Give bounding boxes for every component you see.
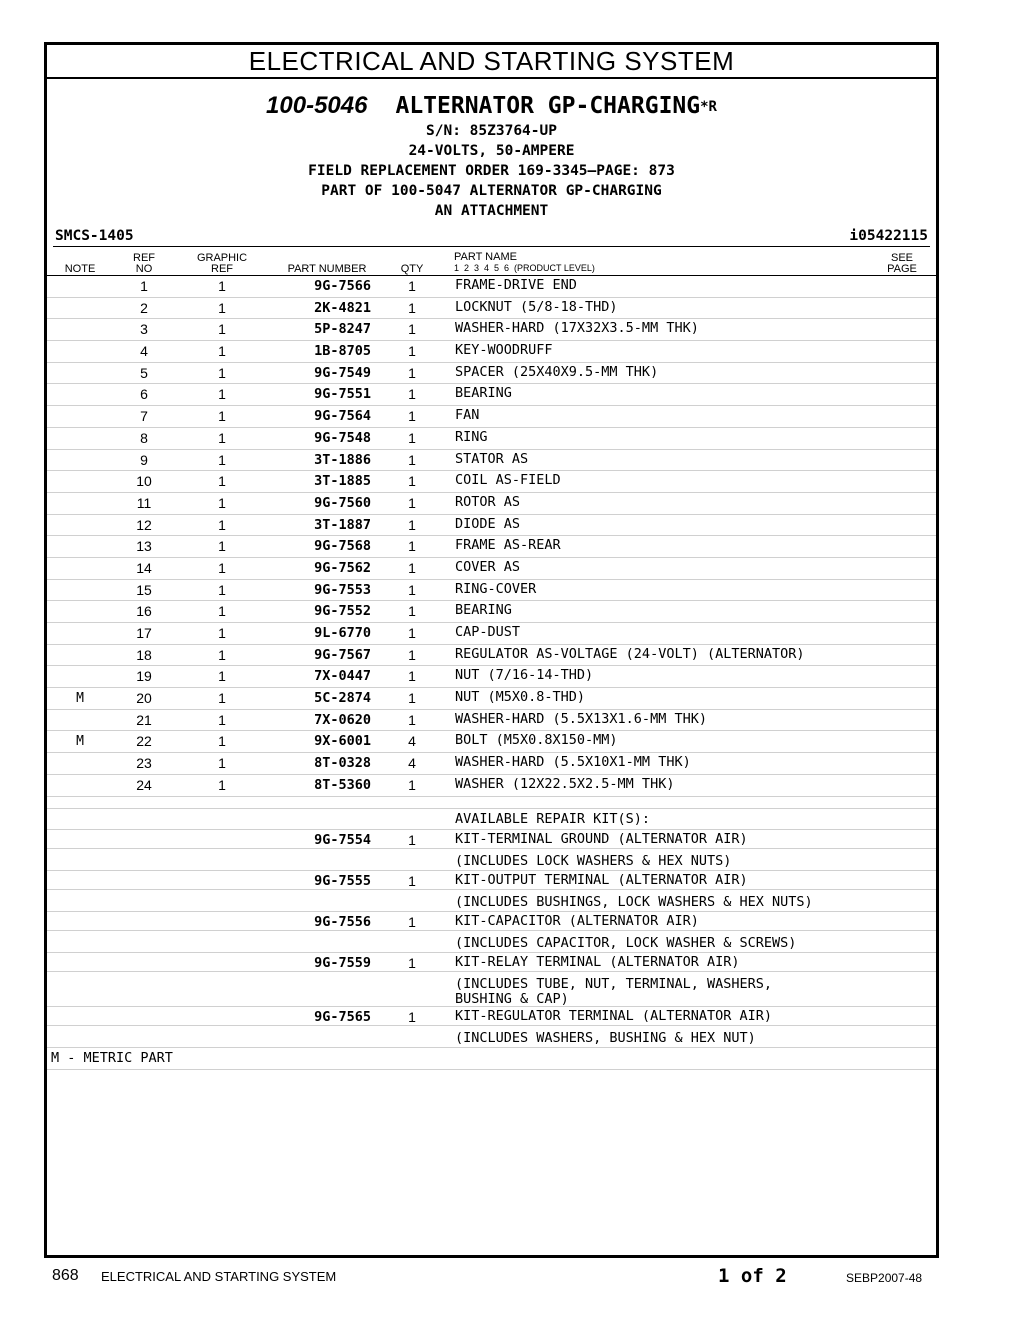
- parts-page-frame: [44, 42, 939, 1258]
- serial-range: S/N: 85Z3764-UP: [426, 123, 557, 139]
- col-note: NOTE: [64, 263, 96, 275]
- part-number-cell: 5C-2874: [314, 690, 371, 707]
- ref-no-cell: 3: [140, 321, 148, 338]
- qty-cell: 1: [408, 776, 416, 793]
- footer-page-number: 868: [52, 1267, 79, 1284]
- footer-section: ELECTRICAL AND STARTING SYSTEM: [101, 1269, 337, 1284]
- ref-no-cell: 12: [136, 516, 152, 533]
- table-row: [47, 753, 936, 775]
- smcs-code: SMCS-1405: [55, 228, 134, 244]
- part-name-cell: STATOR AS: [455, 450, 529, 467]
- qty-cell: 1: [408, 538, 416, 555]
- table-row: [47, 710, 936, 732]
- ref-no-cell: 19: [136, 668, 152, 685]
- kit-includes-row: [47, 849, 936, 871]
- qty-cell: 1: [408, 711, 416, 728]
- graphic-ref-cell: 1: [218, 451, 226, 468]
- attachment-note: AN ATTACHMENT: [434, 203, 549, 219]
- part-name-cell: LOCKNUT (5/8-18-THD): [455, 298, 618, 315]
- part-name-cell: NUT (7/16-14-THD): [455, 667, 594, 684]
- kit-name-cell: KIT-RELAY TERMINAL (ALTERNATOR AIR): [455, 953, 740, 970]
- graphic-ref-cell: 1: [218, 278, 226, 294]
- part-name-cell: FRAME-DRIVE END: [455, 277, 577, 293]
- group-number: 100-5046: [266, 92, 368, 119]
- kit-row: [47, 912, 936, 931]
- kit-part-number-cell: 9G-7556: [314, 913, 371, 930]
- graphic-ref-cell: 1: [218, 343, 226, 360]
- ref-no-cell: 7: [140, 408, 148, 425]
- col-part-number: PART NUMBER: [287, 263, 367, 275]
- section-title: ELECTRICAL AND STARTING SYSTEM: [47, 45, 936, 79]
- part-name-cell: NUT (M5X0.8-THD): [455, 689, 586, 706]
- note-cell: M: [76, 691, 84, 707]
- part-number-cell: 9G-7568: [314, 538, 371, 555]
- part-name-cell: BEARING: [455, 385, 512, 402]
- footnote-row: [47, 1048, 936, 1070]
- table-row: [47, 363, 936, 385]
- table-row: [47, 298, 936, 320]
- part-number-cell: 9G-7560: [314, 494, 371, 511]
- group-header: [47, 91, 936, 221]
- table-row: [47, 580, 936, 602]
- graphic-ref-cell: 1: [218, 429, 226, 446]
- ref-no-cell: 18: [136, 646, 152, 663]
- kit-includes-cell: (INCLUDES LOCK WASHERS & HEX NUTS): [455, 852, 732, 869]
- part-name-cell: DIODE AS: [455, 515, 521, 532]
- table-row: [47, 276, 936, 298]
- graphic-ref-cell: 1: [218, 668, 226, 685]
- col-graphic-ref-1: GRAPHIC: [196, 252, 248, 264]
- qty-cell: 1: [408, 343, 416, 360]
- col-see-page-1: SEE: [890, 252, 913, 264]
- kit-qty-cell: 1: [408, 872, 416, 889]
- qty-cell: 1: [408, 690, 416, 707]
- ref-no-cell: 10: [136, 473, 152, 490]
- part-number-cell: 9X-6001: [314, 733, 371, 750]
- part-name-cell: CAP-DUST: [455, 624, 521, 640]
- graphic-ref-cell: 1: [218, 755, 226, 772]
- table-row: [47, 731, 936, 753]
- qty-cell: 4: [408, 733, 416, 750]
- part-name-cell: WASHER (12X22.5X2.5-MM THK): [455, 775, 675, 792]
- part-number-cell: 9G-7567: [314, 646, 371, 663]
- table-row: [47, 493, 936, 515]
- footer-document: SEBP2007-48: [846, 1271, 923, 1285]
- kit-qty-cell: 1: [408, 913, 416, 930]
- qty-cell: 1: [408, 278, 416, 294]
- part-of: PART OF 100-5047 ALTERNATOR GP-CHARGING: [321, 183, 662, 199]
- col-ref-no-2: NO: [135, 263, 153, 275]
- col-ref-no-1: REF: [133, 252, 155, 264]
- part-number-cell: 7X-0447: [314, 668, 371, 685]
- part-name-cell: RING-COVER: [455, 580, 537, 597]
- kit-name-cell: KIT-OUTPUT TERMINAL (ALTERNATOR AIR): [455, 871, 748, 888]
- part-name-cell: ROTOR AS: [455, 493, 521, 510]
- graphic-ref-cell: 1: [218, 776, 226, 793]
- note-cell: M: [76, 734, 84, 750]
- part-number-cell: 9G-7564: [314, 408, 371, 425]
- graphic-ref-cell: 1: [218, 733, 226, 750]
- part-name-cell: WASHER-HARD (17X32X3.5-MM THK): [455, 320, 699, 337]
- table-row: [47, 623, 936, 645]
- ref-no-cell: 1: [140, 278, 148, 294]
- part-name-cell: COVER AS: [455, 558, 521, 575]
- table-row: [47, 536, 936, 558]
- part-number-cell: 9G-7566: [314, 278, 371, 294]
- kit-includes-cell: (INCLUDES BUSHINGS, LOCK WASHERS & HEX NUTS): [455, 893, 813, 910]
- ref-no-cell: 21: [136, 711, 152, 728]
- qty-cell: 1: [408, 668, 416, 685]
- graphic-ref-cell: 1: [218, 538, 226, 555]
- qty-cell: 1: [408, 321, 416, 338]
- part-number-cell: 9G-7549: [314, 364, 371, 381]
- kit-part-number-cell: 9G-7559: [314, 954, 371, 971]
- graphic-ref-cell: 1: [218, 581, 226, 598]
- graphic-ref-cell: 1: [218, 473, 226, 490]
- graphic-ref-cell: 1: [218, 321, 226, 338]
- qty-cell: 1: [408, 386, 416, 403]
- ref-no-cell: 16: [136, 603, 152, 620]
- ref-no-cell: 24: [136, 776, 152, 793]
- part-number-cell: 9L-6770: [314, 625, 371, 641]
- ref-no-cell: 15: [136, 581, 152, 598]
- table-row: [47, 319, 936, 341]
- kit-row: [47, 1007, 936, 1026]
- ref-no-cell: 22: [136, 733, 152, 750]
- kit-part-number-cell: 9G-7554: [314, 831, 371, 848]
- kit-includes-cell: (INCLUDES CAPACITOR, LOCK WASHER & SCREWS): [455, 934, 797, 951]
- part-name-cell: BOLT (M5X0.8X150-MM): [455, 732, 618, 749]
- part-number-cell: 9G-7548: [314, 429, 371, 446]
- graphic-ref-cell: 1: [218, 386, 226, 403]
- graphic-ref-cell: 1: [218, 559, 226, 576]
- table-row: [47, 601, 936, 623]
- part-number-cell: 9G-7562: [314, 559, 371, 576]
- table-row: [47, 666, 936, 688]
- table-row: [47, 645, 936, 667]
- group-suffix: *R: [700, 99, 717, 115]
- ref-no-cell: 17: [136, 625, 152, 641]
- kit-includes-cell: (INCLUDES TUBE, NUT, TERMINAL, WASHERS, BUSHING & CAP): [455, 975, 772, 1007]
- ref-no-cell: 5: [140, 364, 148, 381]
- rating: 24-VOLTS, 50-AMPERE: [408, 143, 575, 159]
- kit-part-number-cell: 9G-7555: [314, 872, 371, 889]
- kit-includes-row: [47, 972, 936, 1007]
- graphic-ref-cell: 1: [218, 646, 226, 663]
- graphic-ref-cell: 1: [218, 690, 226, 707]
- kit-includes-row: [47, 890, 936, 912]
- qty-cell: 4: [408, 755, 416, 772]
- kits-heading: AVAILABLE REPAIR KIT(S):: [455, 810, 651, 827]
- graphic-ref-cell: 1: [218, 364, 226, 381]
- qty-cell: 1: [408, 516, 416, 533]
- smcs-row: [53, 226, 930, 247]
- part-number-cell: 7X-0620: [314, 711, 371, 728]
- table-row: [47, 341, 936, 363]
- spacer-row: [47, 797, 936, 809]
- part-number-cell: 3T-1885: [314, 473, 371, 490]
- footer-sheet: 1 of 2: [718, 1265, 787, 1287]
- ref-no-cell: 8: [140, 429, 148, 446]
- part-number-cell: 9G-7553: [314, 581, 371, 598]
- kits-heading-row: [47, 809, 936, 830]
- illustration-id: i05422115: [849, 228, 928, 244]
- kit-name-cell: KIT-CAPACITOR (ALTERNATOR AIR): [455, 912, 699, 929]
- qty-cell: 1: [408, 429, 416, 446]
- part-number-cell: 3T-1887: [314, 516, 371, 533]
- graphic-ref-cell: 1: [218, 494, 226, 511]
- group-title: [47, 91, 936, 121]
- col-see-page-2: PAGE: [887, 263, 917, 275]
- qty-cell: 1: [408, 408, 416, 425]
- qty-cell: 1: [408, 494, 416, 511]
- parts-table: [47, 276, 936, 1070]
- ref-no-cell: 11: [136, 494, 152, 511]
- qty-cell: 1: [408, 625, 416, 641]
- metric-footnote: M - METRIC PART: [51, 1049, 173, 1066]
- kit-includes-row: [47, 931, 936, 953]
- ref-no-cell: 23: [136, 755, 152, 772]
- part-name-cell: BEARING: [455, 602, 512, 619]
- part-number-cell: 1B-8705: [314, 343, 371, 360]
- col-graphic-ref-2: REF: [211, 263, 233, 275]
- kit-row: [47, 953, 936, 972]
- part-number-cell: 8T-0328: [314, 755, 371, 772]
- graphic-ref-cell: 1: [218, 711, 226, 728]
- ref-no-cell: 4: [140, 343, 148, 360]
- part-name-cell: RING: [455, 428, 488, 445]
- part-number-cell: 3T-1886: [314, 451, 371, 468]
- part-name-cell: FRAME AS-REAR: [455, 537, 561, 554]
- col-qty: QTY: [400, 263, 424, 275]
- kit-name-cell: KIT-REGULATOR TERMINAL (ALTERNATOR AIR): [455, 1007, 772, 1024]
- part-number-cell: 8T-5360: [314, 776, 371, 793]
- qty-cell: 1: [408, 451, 416, 468]
- part-name-cell: REGULATOR AS-VOLTAGE (24-VOLT) (ALTERNATOR): [455, 645, 805, 662]
- graphic-ref-cell: 1: [218, 408, 226, 425]
- kit-name-cell: KIT-TERMINAL GROUND (ALTERNATOR AIR): [455, 830, 748, 847]
- kit-row: [47, 830, 936, 849]
- table-row: [47, 428, 936, 450]
- table-row: [47, 515, 936, 537]
- col-part-name: PART NAME: [454, 251, 517, 263]
- col-product-level: 1 2 3 4 5 6 (PRODUCT LEVEL): [454, 263, 595, 273]
- group-name: ALTERNATOR GP-CHARGING: [395, 93, 701, 119]
- part-name-cell: SPACER (25X40X9.5-MM THK): [455, 363, 659, 380]
- part-name-cell: WASHER-HARD (5.5X13X1.6-MM THK): [455, 710, 707, 727]
- part-number-cell: 2K-4821: [314, 299, 371, 316]
- part-number-cell: 5P-8247: [314, 321, 371, 338]
- ref-no-cell: 9: [140, 451, 148, 468]
- qty-cell: 1: [408, 559, 416, 576]
- ref-no-cell: 6: [140, 386, 148, 403]
- ref-no-cell: 13: [136, 538, 152, 555]
- graphic-ref-cell: 1: [218, 516, 226, 533]
- kit-includes-cell: (INCLUDES WASHERS, BUSHING & HEX NUT): [455, 1029, 756, 1046]
- table-row: [47, 688, 936, 710]
- table-row: [47, 471, 936, 493]
- kit-row: [47, 871, 936, 890]
- field-replacement-order: FIELD REPLACEMENT ORDER 169-3345—PAGE: 873: [308, 163, 675, 179]
- kit-part-number-cell: 9G-7565: [314, 1008, 371, 1025]
- part-number-cell: 9G-7551: [314, 386, 371, 403]
- kit-qty-cell: 1: [408, 1008, 416, 1025]
- part-name-cell: KEY-WOODRUFF: [455, 342, 553, 359]
- qty-cell: 1: [408, 646, 416, 663]
- part-name-cell: FAN: [455, 407, 480, 424]
- table-row: [47, 558, 936, 580]
- ref-no-cell: 20: [136, 690, 152, 707]
- table-row: [47, 775, 936, 797]
- qty-cell: 1: [408, 473, 416, 490]
- part-name-cell: WASHER-HARD (5.5X10X1-MM THK): [455, 754, 691, 771]
- graphic-ref-cell: 1: [218, 603, 226, 620]
- kit-qty-cell: 1: [408, 831, 416, 848]
- qty-cell: 1: [408, 603, 416, 620]
- ref-no-cell: 14: [136, 559, 152, 576]
- part-name-cell: COIL AS-FIELD: [455, 472, 561, 489]
- graphic-ref-cell: 1: [218, 625, 226, 641]
- part-number-cell: 9G-7552: [314, 603, 371, 620]
- table-row: [47, 406, 936, 428]
- ref-no-cell: 2: [140, 299, 148, 316]
- kit-includes-row: [47, 1026, 936, 1048]
- table-row: [47, 384, 936, 406]
- kit-qty-cell: 1: [408, 954, 416, 971]
- qty-cell: 1: [408, 299, 416, 316]
- page-footer: [0, 1262, 1020, 1292]
- qty-cell: 1: [408, 364, 416, 381]
- table-row: [47, 450, 936, 472]
- graphic-ref-cell: 1: [218, 299, 226, 316]
- column-headers: [47, 249, 936, 276]
- qty-cell: 1: [408, 581, 416, 598]
